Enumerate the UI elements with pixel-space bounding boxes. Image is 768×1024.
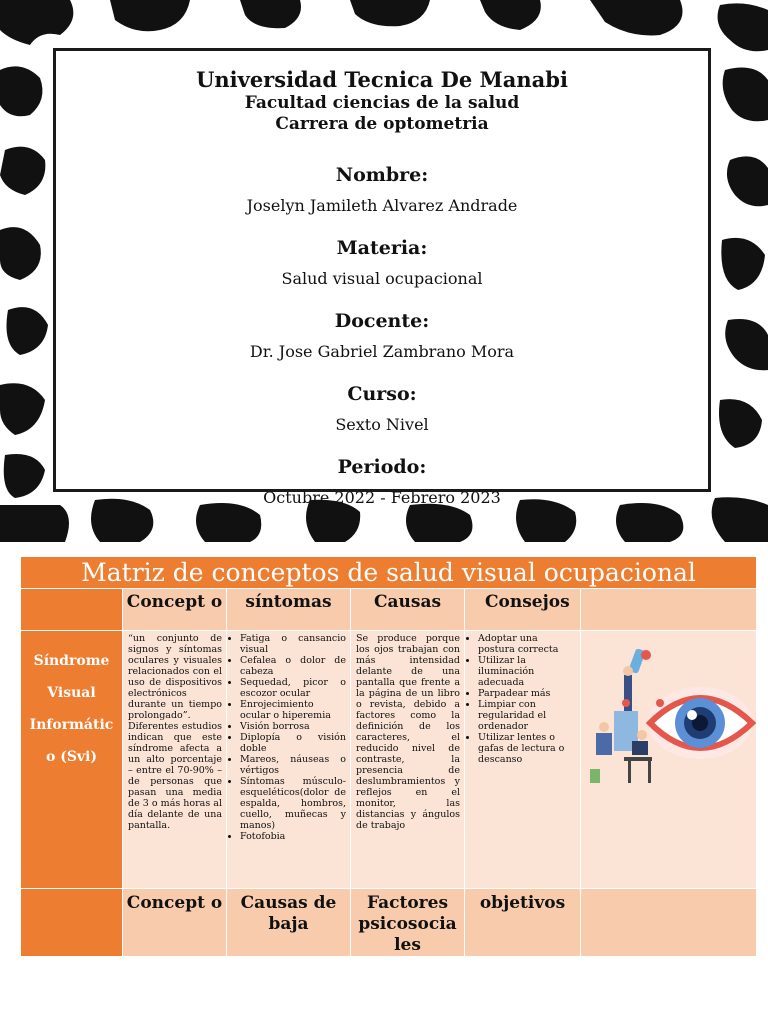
list-item: • Enrojecimiento ocular o hiperemia [240, 699, 346, 721]
career-title: Carrera de optometria [275, 114, 489, 134]
symptoms-list [232, 633, 346, 842]
name-value: Joselyn Jamileth Alvarez Andrade [246, 196, 518, 215]
eye-exam-illustration [588, 645, 758, 795]
header2-empty-cell [581, 889, 757, 957]
tips-list [470, 633, 576, 765]
header2-objectives: objetivos [465, 889, 581, 957]
subject-label: Materia: [336, 237, 428, 259]
list-item: • Visión borrosa [240, 721, 346, 732]
list-item: • Utilizar lentes o gafas de lectura o descanso [478, 732, 576, 765]
faculty-title: Facultad ciencias de la salud [244, 93, 520, 113]
row-name-line: Visual [47, 685, 96, 701]
row-name-svi [21, 631, 123, 889]
matrix-title: Matriz de conceptos de salud visual ocupacional [21, 557, 757, 589]
row-name-line: Síndrome [33, 653, 110, 669]
list-item: • Utilizar la iluminación adecuada [478, 655, 576, 688]
header-empty-cell [21, 589, 123, 631]
header-symptoms: síntomas [227, 589, 351, 631]
list-item: • Limpiar con regularidad el ordenador [478, 699, 576, 732]
list-item: • Mareos, náuseas o vértigos [240, 754, 346, 776]
teacher-value: Dr. Jose Gabriel Zambrano Mora [249, 342, 515, 361]
header2-concept: Concept o [123, 889, 227, 957]
cover-card [53, 48, 711, 507]
row-name-line: o (Svi) [45, 749, 98, 765]
illustration-cell [581, 631, 757, 889]
list-item: • Parpadear más [478, 688, 576, 699]
header-concept: Concept o [123, 589, 227, 631]
period-label: Periodo: [337, 456, 427, 478]
university-title: Universidad Tecnica De Manabi [196, 67, 568, 92]
name-label: Nombre: [335, 164, 429, 186]
concept-matrix-table [20, 556, 757, 957]
list-item: • Fatiga o cansancio visual [240, 633, 346, 655]
list-item: • Síntomas músculo-esqueléticos(dolor de espalda, hombros, cuello, muñecas y manos) [240, 776, 346, 831]
header-causes: Causas [351, 589, 465, 631]
concept-cell: “un conjunto de signos y síntomas oculares y visuales relacionados con el uso de dispositivos electrónicos durante un tiempo prolongado”. Diferentes estudios indican que este síndrome afecta a un alto porcentaje – entre el 70-90% – de personas que pasan una media de 3 o más horas al día delante de una pantalla. [123, 631, 227, 889]
causes-cell: Se produce porque los ojos trabajan con más intensidad delante de una pantalla que frente a la página de un libro o revista, debido a factores como la definición de los caracteres, el reducido nivel de contraste, la presencia de deslumbramientos y reflejos en el monitor, las distancias y ángulos de trabajo [351, 631, 465, 889]
row2-name-cell [21, 889, 123, 957]
list-item: • Adoptar una postura correcta [478, 633, 576, 655]
tips-cell [465, 631, 581, 889]
row-name-line: Informátic [29, 717, 114, 733]
header-image-cell [581, 589, 757, 631]
list-item: • Fotofobia [240, 831, 346, 842]
header2-psychosocial-factors: Factores psicosocia les [351, 889, 465, 957]
course-value: Sexto Nivel [335, 415, 429, 434]
symptoms-cell [227, 631, 351, 889]
header2-causes-of-leave: Causas de baja [227, 889, 351, 957]
subject-value: Salud visual ocupacional [281, 269, 483, 288]
period-value: Octubre 2022 - Febrero 2023 [263, 488, 501, 507]
list-item: • Sequedad, picor o escozor ocular [240, 677, 346, 699]
list-item: • Cefalea o dolor de cabeza [240, 655, 346, 677]
course-label: Curso: [347, 383, 417, 405]
list-item: • Diplopía o visión doble [240, 732, 346, 754]
teacher-label: Docente: [334, 310, 430, 332]
header-tips: Consejos [465, 589, 581, 631]
